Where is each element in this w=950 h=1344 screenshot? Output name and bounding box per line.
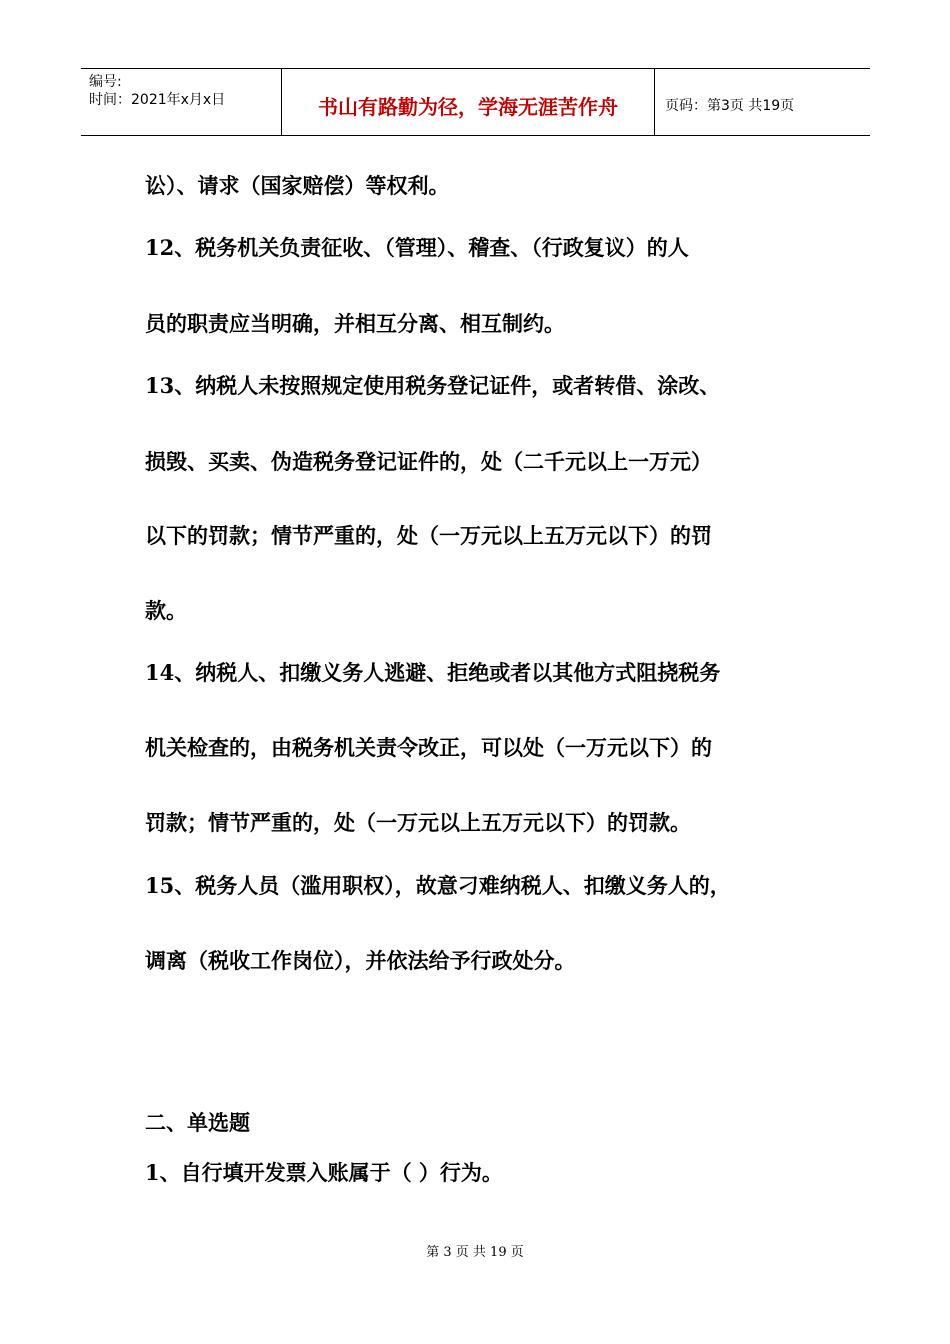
page-footer: 第 3 页 共 19 页	[426, 1245, 524, 1260]
body-line-3: 员的职责应当明确，并相互分离、相互制约。	[145, 311, 565, 336]
body-line-9: 机关检查的，由税务机关责令改正，可以处（一万元以下）的	[145, 735, 712, 760]
page-header	[81, 68, 870, 136]
body-line-12: 调离（税收工作岗位），并依法给予行政处分。	[145, 948, 576, 973]
document-date-label: 时间：2021年x月x日	[89, 92, 226, 108]
question-line: 1、自行填开发票入账属于（ ）行为。	[145, 1160, 503, 1185]
header-meta-cell	[81, 69, 282, 135]
body-line-5: 损毁、买卖、伪造税务登记证件的，处（二千元以上一万元）	[145, 449, 712, 474]
body-line-2: 12、税务机关负责征收、（管理）、稽查、（行政复议）的人	[145, 235, 689, 260]
body-line-8: 14、纳税人、扣缴义务人逃避、拒绝或者以其他方式阻挠税务	[145, 660, 721, 685]
header-motto: 书山有路勤为径，学海无涯苦作舟	[282, 69, 655, 135]
body-line-7: 款。	[145, 598, 187, 623]
body-line-4: 13、纳税人未按照规定使用税务登记证件，或者转借、涂改、	[145, 373, 721, 398]
body-line-1: 讼）、请求（国家赔偿）等权利。	[145, 173, 450, 198]
section-heading: 二、单选题	[145, 1110, 250, 1135]
header-page-info: 页码：第3页 共19页	[665, 98, 795, 114]
body-line-11: 15、税务人员（滥用职权），故意刁难纳税人、扣缴义务人的，	[145, 873, 731, 898]
body-line-6: 以下的罚款；情节严重的，处（一万元以上五万元以下）的罚	[145, 523, 712, 548]
document-number-label: 编号:	[89, 74, 122, 90]
body-line-10: 罚款；情节严重的，处（一万元以上五万元以下）的罚款。	[145, 810, 691, 835]
